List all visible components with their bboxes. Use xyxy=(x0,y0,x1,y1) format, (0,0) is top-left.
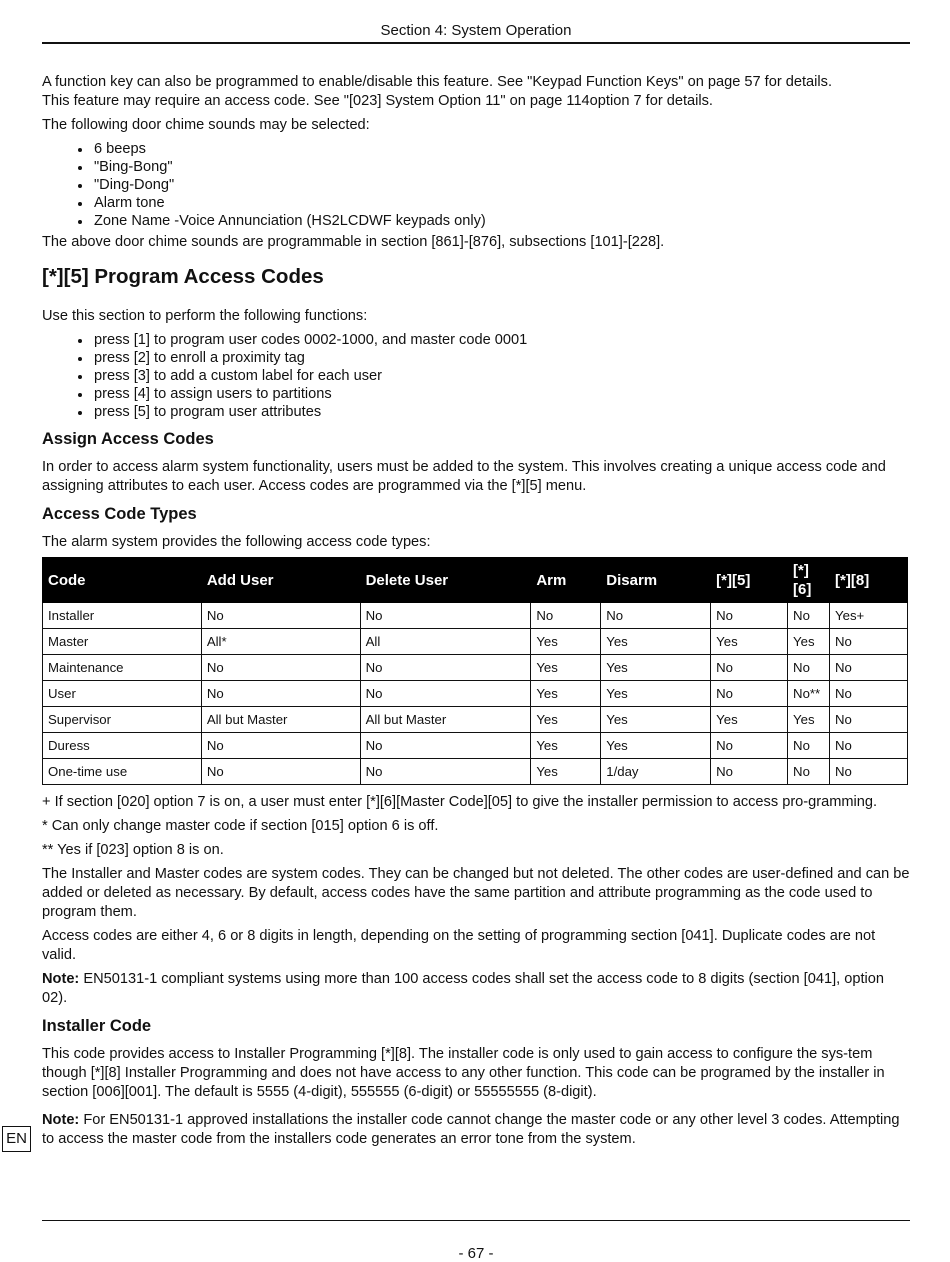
installer-code-heading: Installer Code xyxy=(42,1017,152,1035)
table-cell: Yes xyxy=(788,629,830,655)
table-cell: Yes xyxy=(531,759,601,785)
access-code-table xyxy=(42,557,908,785)
table-cell: No xyxy=(201,681,360,707)
table-row xyxy=(43,733,908,759)
intro-paragraph xyxy=(42,73,912,111)
column-header: [*][8] xyxy=(830,558,908,603)
table-cell: Yes xyxy=(531,707,601,733)
system-codes-paragraph: The Installer and Master codes are system codes. They can be changed but not deleted. The other codes are user-defined and can be added or deleted as necessary. By default, access codes have the same partition and attribute programming as the code used to program them. xyxy=(42,866,910,920)
table-cell: No xyxy=(830,655,908,681)
table-cell: No xyxy=(201,603,360,629)
table-cell: Yes xyxy=(601,655,711,681)
table-row xyxy=(43,707,908,733)
installer-note xyxy=(42,1111,912,1149)
footnote-plus: + If section [020] option 7 is on, a user must enter [*][6][Master Code][05] to give the installer permission to access pro-gramming. xyxy=(42,794,878,810)
table-cell: No xyxy=(711,655,788,681)
column-header: [*][5] xyxy=(711,558,788,603)
list-item: press [2] to enroll a proximity tag xyxy=(94,349,912,367)
table-cell: User xyxy=(43,681,202,707)
table-header-row xyxy=(43,558,908,603)
list-item: Zone Name -Voice Annunciation (HS2LCDWF keypads only) xyxy=(94,212,912,230)
table-cell: No xyxy=(711,759,788,785)
note-label: Note: xyxy=(42,1112,80,1128)
table-cell: Master xyxy=(43,629,202,655)
table-cell: No xyxy=(201,759,360,785)
table-cell: No xyxy=(788,603,830,629)
table-cell: Supervisor xyxy=(43,707,202,733)
table-cell: No xyxy=(360,759,531,785)
table-cell: All but Master xyxy=(201,707,360,733)
table-cell: No xyxy=(830,707,908,733)
note-label: Note: xyxy=(42,971,80,987)
table-cell: No xyxy=(360,681,531,707)
assign-access-heading: Assign Access Codes xyxy=(42,430,214,448)
column-header: [*][6] xyxy=(788,558,830,603)
column-header: Disarm xyxy=(601,558,711,603)
table-cell: Yes xyxy=(601,733,711,759)
section-header: Section 4: System Operation xyxy=(42,22,910,44)
table-cell: Yes xyxy=(531,681,601,707)
table-row xyxy=(43,629,908,655)
table-cell: Yes xyxy=(601,707,711,733)
table-cell: No xyxy=(830,629,908,655)
table-cell: Yes xyxy=(531,733,601,759)
table-cell: One-time use xyxy=(43,759,202,785)
table-cell: No xyxy=(711,681,788,707)
table-cell: Yes xyxy=(788,707,830,733)
table-cell: Installer xyxy=(43,603,202,629)
note-text: EN50131-1 compliant systems using more than 100 access codes shall set the access code to 8 digits (section [041], option 02). xyxy=(42,971,885,1006)
table-cell: 1/day xyxy=(601,759,711,785)
table-cell: No xyxy=(830,759,908,785)
list-item: 6 beeps xyxy=(94,140,912,158)
table-cell: All* xyxy=(201,629,360,655)
footer-divider xyxy=(42,1220,910,1221)
column-header: Arm xyxy=(531,558,601,603)
list-item: "Bing-Bong" xyxy=(94,158,912,176)
table-row xyxy=(43,759,908,785)
language-tag: EN xyxy=(2,1126,31,1152)
chime-list xyxy=(42,140,912,230)
footnote-double-asterisk: ** Yes if [023] option 8 is on. xyxy=(42,842,224,858)
table-cell: Duress xyxy=(43,733,202,759)
program-access-heading: [*][5] Program Access Codes xyxy=(42,265,324,288)
table-row xyxy=(43,681,908,707)
access-code-types-heading: Access Code Types xyxy=(42,505,197,523)
page-number: - 67 - xyxy=(458,1245,494,1262)
function-list xyxy=(42,331,912,421)
access-code-types-intro: The alarm system provides the following access code types: xyxy=(42,534,431,550)
table-row xyxy=(43,603,908,629)
page-content xyxy=(42,73,912,1154)
table-cell: No xyxy=(360,603,531,629)
table-row xyxy=(43,655,908,681)
column-header: Add User xyxy=(201,558,360,603)
table-cell: No xyxy=(830,733,908,759)
table-cell: No xyxy=(830,681,908,707)
table-cell: No xyxy=(711,603,788,629)
list-item: press [5] to program user attributes xyxy=(94,403,912,421)
intro-line-2: This feature may require an access code. See "[023] System Option 11" on page 114option 7 for details. xyxy=(42,93,713,109)
program-access-intro: Use this section to perform the following functions: xyxy=(42,308,368,324)
table-cell: No xyxy=(788,733,830,759)
code-length-paragraph: Access codes are either 4, 6 or 8 digits in length, depending on the setting of programming section [041]. Duplicate codes are not valid. xyxy=(42,928,876,963)
table-cell: All xyxy=(360,629,531,655)
table-cell: No xyxy=(201,655,360,681)
list-item: Alarm tone xyxy=(94,194,912,212)
intro-line-1: A function key can also be programmed to enable/disable this feature. See "Keypad Function Keys" on page 57 for details. xyxy=(42,74,832,90)
table-cell: No xyxy=(601,603,711,629)
table-cell: No xyxy=(360,733,531,759)
table-cell: No xyxy=(201,733,360,759)
table-cell: Yes xyxy=(711,629,788,655)
list-item: press [3] to add a custom label for each user xyxy=(94,367,912,385)
table-cell: No xyxy=(531,603,601,629)
list-item: press [1] to program user codes 0002-1000, and master code 0001 xyxy=(94,331,912,349)
column-header: Code xyxy=(43,558,202,603)
table-cell: Yes xyxy=(711,707,788,733)
assign-access-paragraph: In order to access alarm system functionality, users must be added to the system. This involves creating a unique access code and assigning attributes to each user. Access codes are programmed via the [*][5] menu. xyxy=(42,459,886,494)
list-item: "Ding-Dong" xyxy=(94,176,912,194)
table-cell: No xyxy=(788,759,830,785)
en50131-note xyxy=(42,970,912,1008)
table-cell: Yes xyxy=(531,629,601,655)
table-cell: No xyxy=(711,733,788,759)
table-cell: Maintenance xyxy=(43,655,202,681)
chime-programmable-note: The above door chime sounds are programmable in section [861]-[876], subsections [101]-[228]. xyxy=(42,234,665,250)
table-cell: All but Master xyxy=(360,707,531,733)
table-cell: Yes+ xyxy=(830,603,908,629)
list-item: press [4] to assign users to partitions xyxy=(94,385,912,403)
table-cell: Yes xyxy=(601,629,711,655)
installer-code-paragraph: This code provides access to Installer Programming [*][8]. The installer code is only used to gain access to configure the sys-tem though [*][8] Installer Programming and does not have access to any other function. This code can be programed by the installer in section [006][001]. The default is 5555 (4-digit), 555555 (6-digit) or 55555555 (8-digit). xyxy=(42,1046,885,1100)
table-cell: Yes xyxy=(531,655,601,681)
column-header: Delete User xyxy=(360,558,531,603)
table-cell: Yes xyxy=(601,681,711,707)
table-cell: No** xyxy=(788,681,830,707)
note-text: For EN50131-1 approved installations the installer code cannot change the master code or any other level 3 codes. Attempting to access the master code from the installers code generates an error tone from the system. xyxy=(42,1112,900,1147)
footnote-asterisk: * Can only change master code if section [015] option 6 is off. xyxy=(42,818,439,834)
chime-intro: The following door chime sounds may be selected: xyxy=(42,117,370,133)
table-cell: No xyxy=(360,655,531,681)
table-cell: No xyxy=(788,655,830,681)
